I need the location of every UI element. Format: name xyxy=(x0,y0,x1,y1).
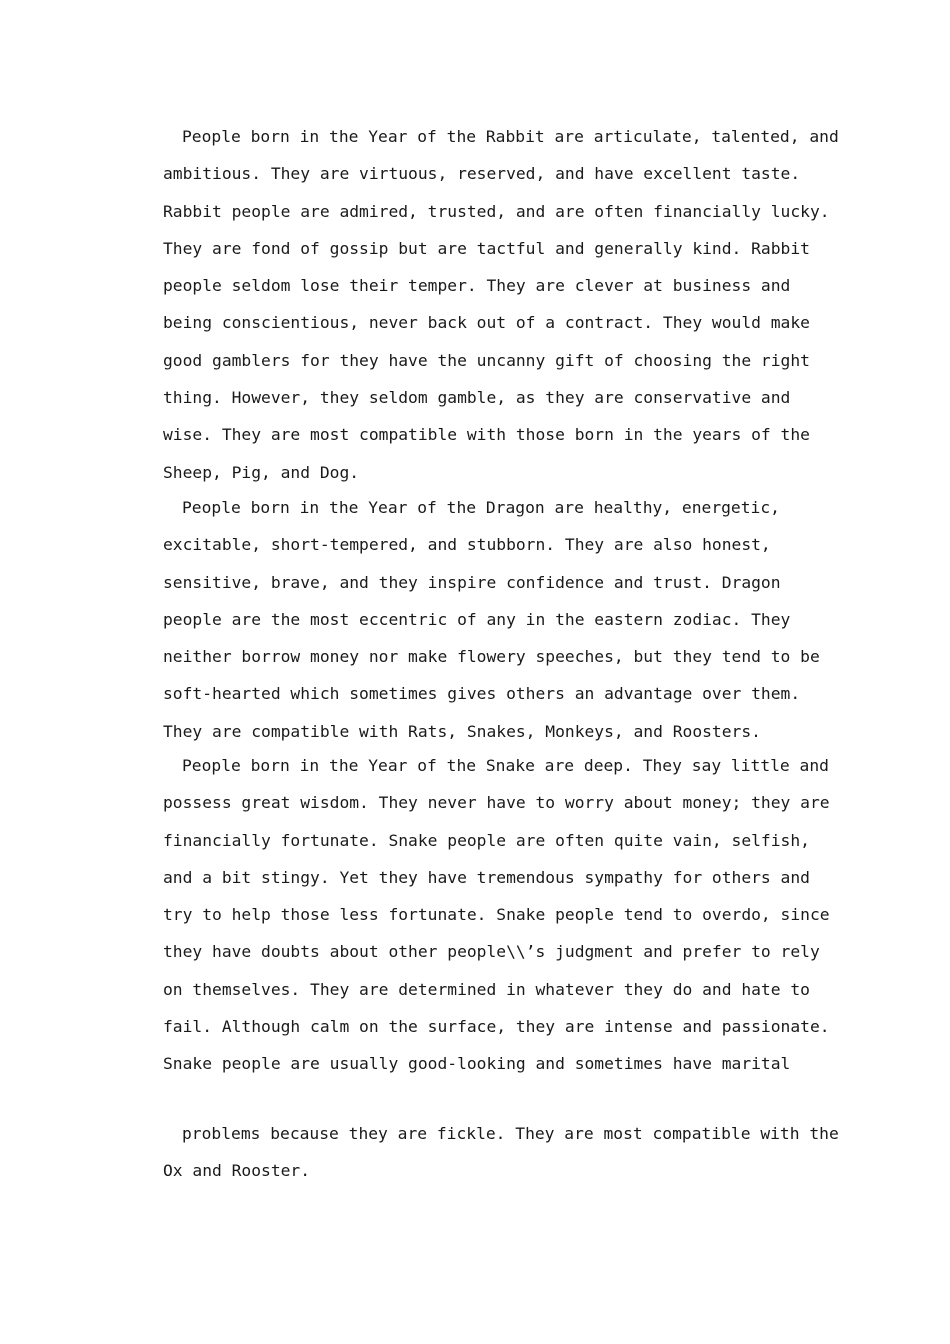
text-line: possess great wisdom. They never have to worry about money; they are xyxy=(163,793,830,813)
text-line: Sheep, Pig, and Dog. xyxy=(163,462,360,482)
text-line: problems because they are fickle. They are most compatible with the xyxy=(182,1124,839,1143)
text-line: People born in the Year of the Dragon are healthy, energetic, xyxy=(182,498,780,517)
text-line: soft-hearted which sometimes gives others an advantage over them. xyxy=(163,684,801,704)
text-line: people seldom lose their temper. They are clever at business and xyxy=(163,276,791,296)
paragraph-rabbit xyxy=(144,118,839,491)
text-line: they have doubts about other people\\’s judgment and prefer to rely xyxy=(163,942,820,962)
text-line: They are fond of gossip but are tactful and generally kind. Rabbit xyxy=(163,238,810,258)
text-line: excitable, short-tempered, and stubborn. They are also honest, xyxy=(163,535,771,555)
paragraph-snake xyxy=(144,747,830,1083)
text-line: financially fortunate. Snake people are often quite vain, selfish, xyxy=(163,830,810,850)
text-line: and a bit stingy. Yet they have tremendous sympathy for others and xyxy=(163,867,810,887)
text-line: try to help those less fortunate. Snake people tend to overdo, since xyxy=(163,905,830,925)
text-line: sensitive, brave, and they inspire confidence and trust. Dragon xyxy=(163,572,781,592)
text-line: They are compatible with Rats, Snakes, Monkeys, and Roosters. xyxy=(163,721,761,741)
text-line: wise. They are most compatible with those born in the years of the xyxy=(163,425,810,445)
text-line: being conscientious, never back out of a contract. They would make xyxy=(163,313,810,333)
text-line: on themselves. They are determined in whatever they do and hate to xyxy=(163,979,810,999)
text-line: People born in the Year of the Rabbit are articulate, talented, and xyxy=(182,127,839,146)
paragraph-snake-continued xyxy=(144,1115,839,1190)
text-line: neither borrow money nor make flowery speeches, but they tend to be xyxy=(163,647,820,667)
text-line: thing. However, they seldom gamble, as they are conservative and xyxy=(163,388,791,408)
text-line: people are the most eccentric of any in the eastern zodiac. They xyxy=(163,609,791,629)
text-line: ambitious. They are virtuous, reserved, and have excellent taste. xyxy=(163,164,801,184)
text-line: Rabbit people are admired, trusted, and are often financially lucky. xyxy=(163,201,830,221)
text-line: Snake people are usually good-looking and sometimes have marital xyxy=(163,1054,791,1074)
text-line: fail. Although calm on the surface, they are intense and passionate. xyxy=(163,1017,830,1037)
paragraph-dragon xyxy=(144,489,820,750)
text-line: People born in the Year of the Snake are deep. They say little and xyxy=(182,756,829,775)
text-line: good gamblers for they have the uncanny gift of choosing the right xyxy=(163,350,810,370)
text-line: Ox and Rooster. xyxy=(163,1161,311,1181)
